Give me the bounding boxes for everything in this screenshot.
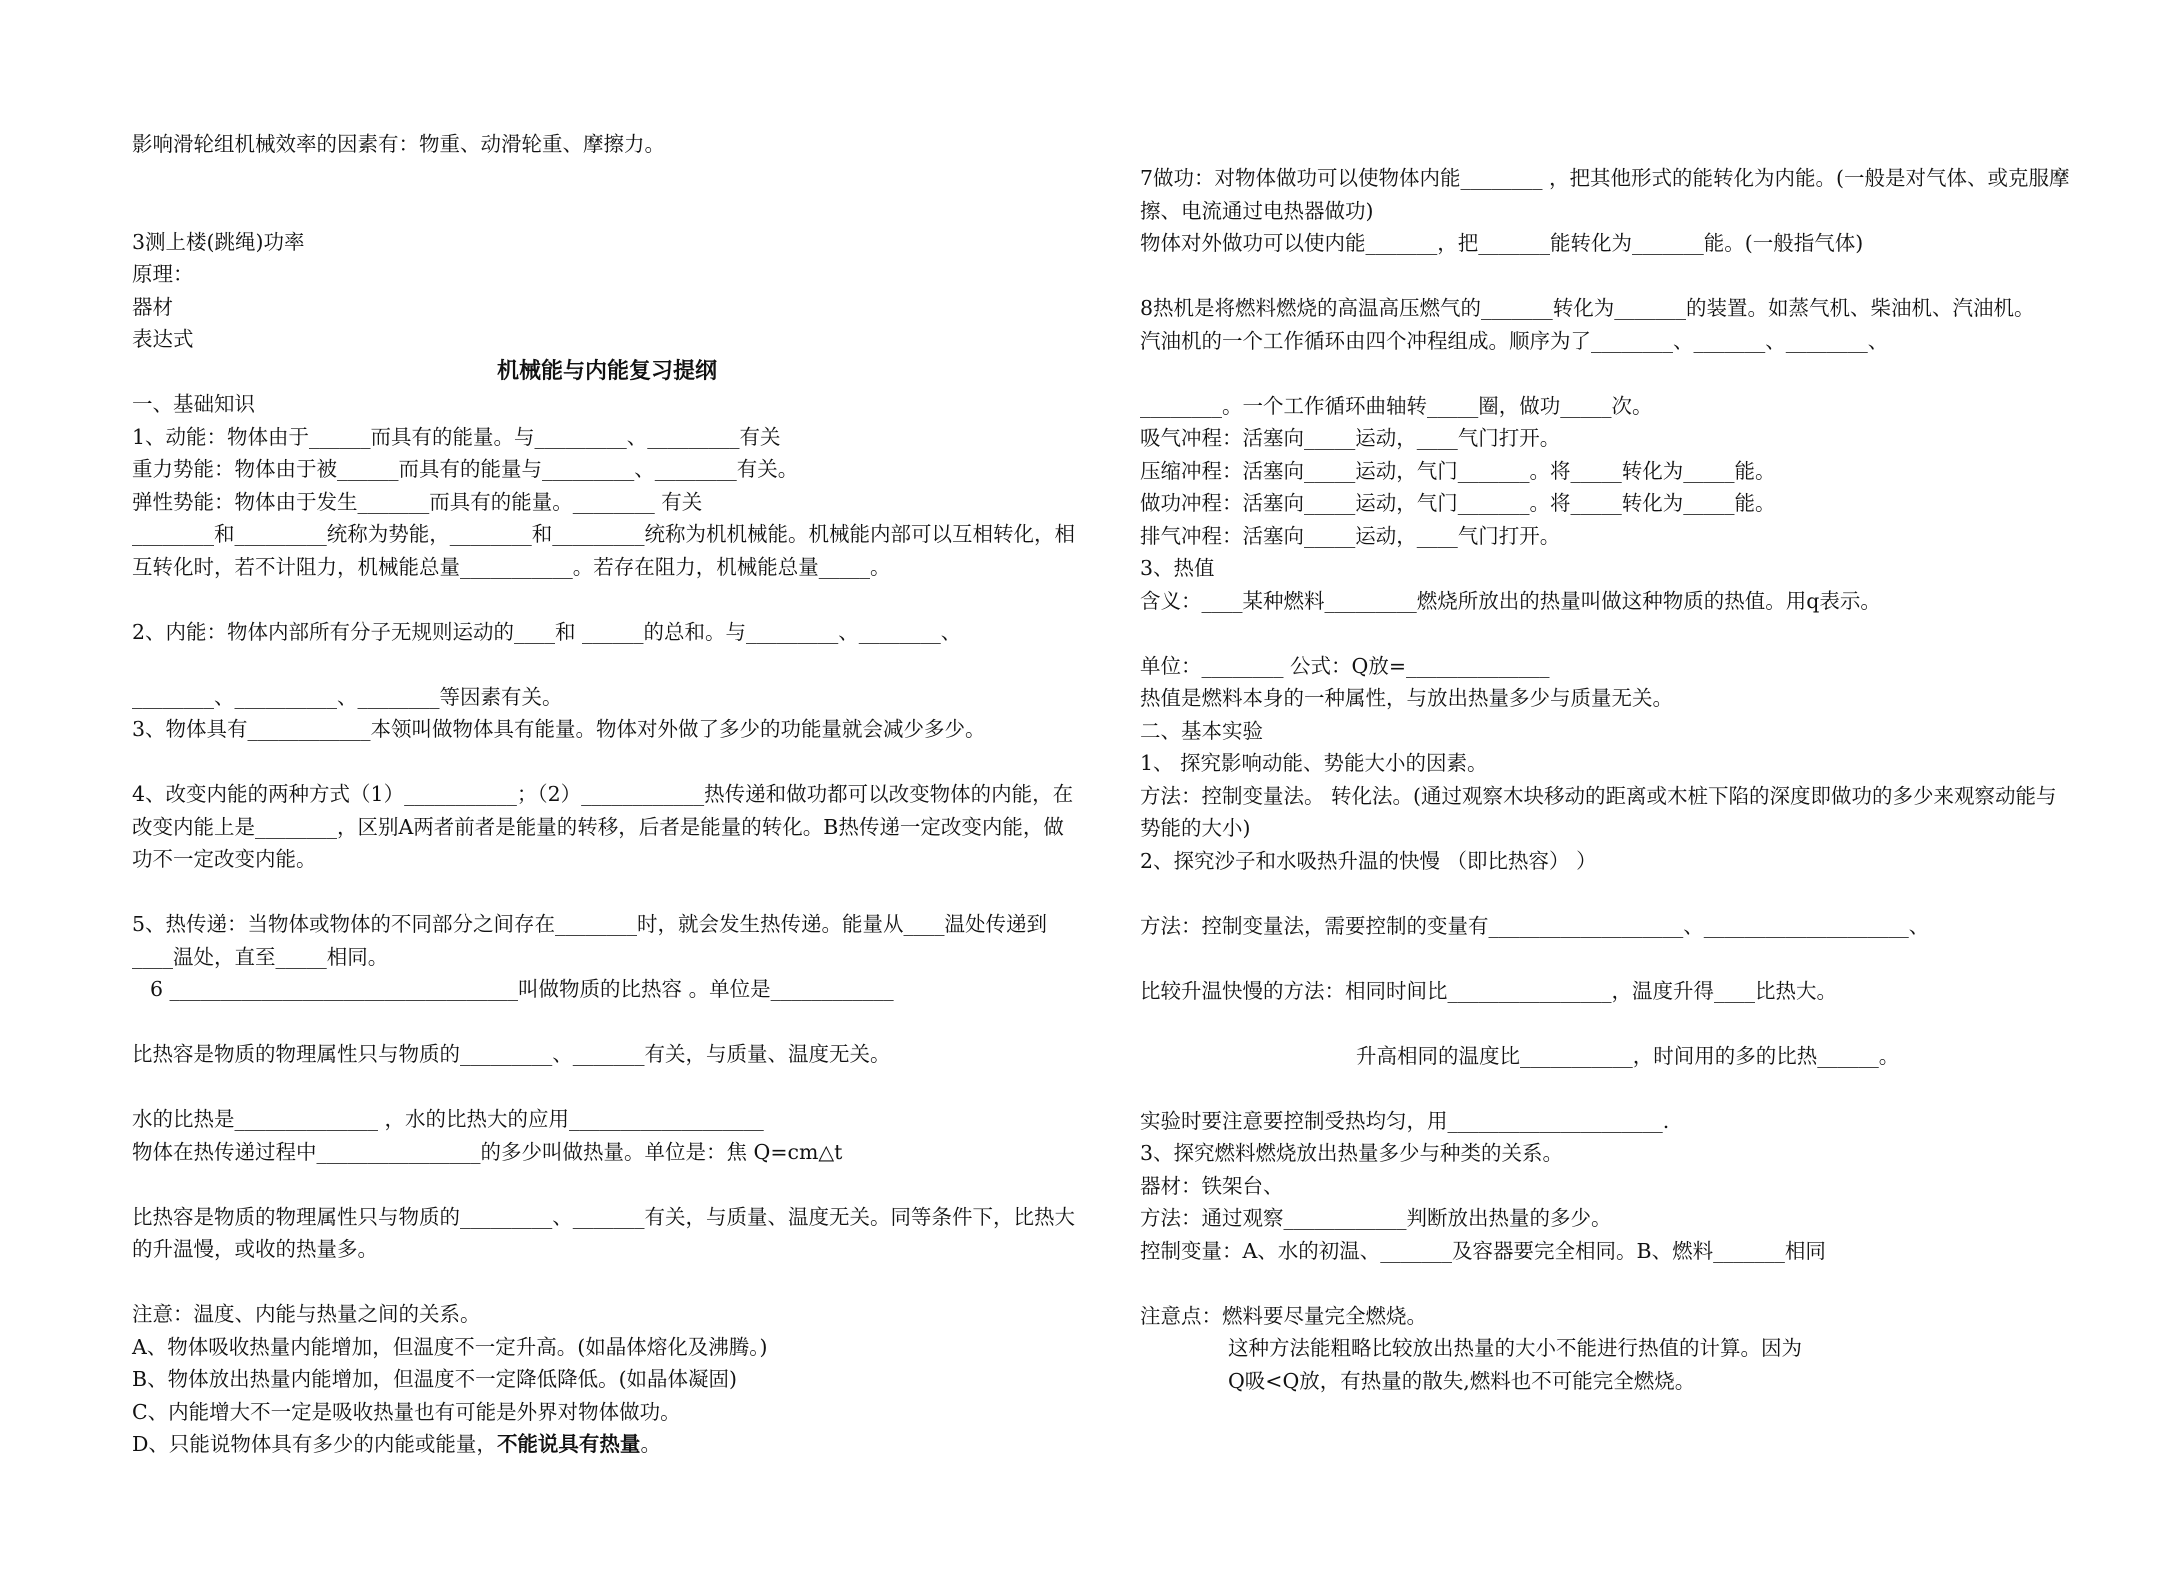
right-line: 2、探究沙子和水吸热升温的快慢 （即比热容） ） xyxy=(1140,848,1597,873)
left-line: B、物体放出热量内能增加，但温度不一定降低降低。(如晶体凝固) xyxy=(132,1367,738,1391)
bold-text: 不能说具有热量 xyxy=(496,1432,641,1456)
left-line: A、物体吸收热量内能增加，但温度不一定升高。(如晶体熔化及沸腾。) xyxy=(132,1334,768,1359)
line-text-tail: 。 xyxy=(640,1432,661,1456)
spacer xyxy=(1140,1267,2070,1300)
right-column xyxy=(1140,162,2070,1397)
right-line: 热值是燃料本身的一种属性，与放出热量多少与质量无关。 xyxy=(1140,686,1673,710)
left-line: 2、内能：物体内部所有分子无规则运动的____和 ______的总和。与_________、________、 xyxy=(132,619,962,644)
right-line: 方法：通过观察____________判断放出热量的多少。 xyxy=(1140,1206,1612,1230)
right-line: 实验时要注意要控制受热均匀，用_____________________. xyxy=(1140,1108,1670,1133)
right-line: 3、热值 xyxy=(1140,556,1215,580)
right-line: 3、探究燃料燃烧放出热量多少与种类的关系。 xyxy=(1140,1141,1564,1165)
left-line: 1、动能：物体由于______而具有的能量。与_________、_________有关 xyxy=(132,424,781,449)
left-line: 比热容是物质的物理属性只与物质的_________、_______有关，与质量、温度无关。同等条件下，比热大的升温慢，或收的热量多。 xyxy=(132,1204,1075,1261)
right-line: 汽油机的一个工作循环由四个冲程组成。顺序为了________、_______、________、 xyxy=(1140,328,1889,353)
left-line: 重力势能：物体由于被______而具有的能量与_________、________有关。 xyxy=(132,457,799,481)
spacer xyxy=(132,161,1082,226)
right-line: 控制变量：A、水的初温、_______及容器要完全相同。B、燃料_______相同 xyxy=(1140,1238,1826,1263)
right-line: 这种方法能粗略比较放出热量的大小不能进行热值的计算。因为 xyxy=(1228,1336,1802,1360)
left-line: ________和_________统称为势能，________和_________统称为机机械能。机械能内部可以互相转化，相互转化时，若不计阻力，机械能总量___________。若存在阻力，机械能总量_____。 xyxy=(132,522,1075,579)
spacer xyxy=(1140,877,2070,910)
right-line: 器材：铁架台、 xyxy=(1140,1173,1284,1198)
right-line: 7做功：对物体做功可以使物体内能________ ，把其他形式的能转化为内能。(一般是对气体、或克服摩擦、电流通过电热器做功) xyxy=(1140,166,2070,223)
right-line: 排气冲程：活塞向_____运动，____气门打开。 xyxy=(1140,523,1561,548)
right-line: 含义：____某种燃料_________燃烧所放出的热量叫做这种物质的热值。用q表示。 xyxy=(1140,588,1881,613)
left-line: 物体在热传递过程中________________的多少叫做热量。单位是：焦 Q=cm△t xyxy=(132,1139,843,1164)
right-line: 注意点：燃料要尽量完全燃烧。 xyxy=(1140,1303,1427,1328)
left-line: 3测上楼(跳绳)功率 xyxy=(132,229,305,254)
right-line: 1、 探究影响动能、势能大小的因素。 xyxy=(1140,751,1488,775)
left-line: 5、热传递：当物体或物体的不同部分之间存在________时，就会发生热传递。能量从____温处传递到____温处，直至_____相同。 xyxy=(132,912,1048,969)
right-line: 物体对外做功可以使内能_______，把_______能转化为_______能。(一般指气体) xyxy=(1140,231,1864,255)
left-line: 注意：温度、内能与热量之间的关系。 xyxy=(132,1302,481,1326)
right-line: 8热机是将燃料燃烧的高温高压燃气的_______转化为_______的装置。如蒸气机、柴油机、汽油机。 xyxy=(1140,296,2035,320)
right-line: 二、基本实验 xyxy=(1140,718,1263,743)
spacer xyxy=(1140,260,2070,293)
right-line: 比较升温快慢的方法：相同时间比________________，温度升得____比热大。 xyxy=(1140,978,1837,1003)
right-line: 压缩冲程：活塞向_____运动，气门_______。将_____转化为_____能。 xyxy=(1140,458,1776,483)
left-line: 一、基础知识 xyxy=(132,392,255,416)
left-line: 比热容是物质的物理属性只与物质的_________、_______有关，与质量、温度无关。 xyxy=(132,1042,891,1066)
right-line: 升高相同的温度比___________，时间用的多的比热______。 xyxy=(1356,1043,1900,1068)
spacer xyxy=(1140,617,2070,650)
left-line: 影响滑轮组机械效率的因素有：物重、动滑轮重、摩擦力。 xyxy=(132,132,665,156)
left-line: 4、改变内能的两种方式（1）___________；（2）____________热传递和做功都可以改变物体的内能，在改变内能上是________，区别A两者前者是能量的转移，后者是能量的转化。B热传递一定改变内能，做功不一定改变内能。 xyxy=(132,782,1074,871)
left-line: 原理： xyxy=(132,262,194,286)
left-line: 弹性势能：物体由于发生_______而具有的能量。________ 有关 xyxy=(132,489,703,514)
spacer xyxy=(132,1266,1082,1299)
spacer xyxy=(132,1168,1082,1201)
right-line: 吸气冲程：活塞向_____运动，____气门打开。 xyxy=(1140,426,1561,450)
left-line xyxy=(132,1428,1082,1461)
spacer xyxy=(132,648,1082,681)
right-line: 方法：控制变量法，需要控制的变量有___________________、____________________、 xyxy=(1140,913,1930,938)
spacer xyxy=(1140,357,2070,390)
document-title: 机械能与内能复习提纲 xyxy=(496,358,717,384)
spacer xyxy=(1140,942,2070,975)
spacer xyxy=(1140,1072,2070,1105)
right-line: Q吸<Q放，有热量的散失,燃料也不可能完全燃烧。 xyxy=(1228,1368,1696,1393)
left-line: 3、物体具有____________本领叫做物体具有能量。物体对外做了多少的功能量就会减少多少。 xyxy=(132,717,986,741)
left-line: C、内能增大不一定是吸收热量也有可能是外界对物体做功。 xyxy=(132,1399,681,1424)
left-line: ________、__________、________等因素有关。 xyxy=(132,684,563,709)
spacer xyxy=(132,876,1082,909)
left-column xyxy=(132,128,1082,1461)
right-line: 单位：________ 公式：Q放=______________ xyxy=(1140,653,1550,678)
left-line: 表达式 xyxy=(132,327,194,351)
left-line: 水的比热是______________ ，水的比热大的应用___________________ xyxy=(132,1107,764,1131)
right-line: ________。一个工作循环曲轴转_____圈，做功_____次。 xyxy=(1140,393,1653,418)
right-line: 方法：控制变量法。 转化法。(通过观察木块移动的距离或木桩下陷的深度即做功的多少来观察动能与势能的大小) xyxy=(1140,783,2057,840)
spacer xyxy=(132,746,1082,779)
right-line: 做功冲程：活塞向_____运动，气门_______。将_____转化为_____能。 xyxy=(1140,491,1776,515)
line-text: D、只能说物体具有多少的内能或能量， xyxy=(132,1432,497,1456)
left-line: 器材 xyxy=(132,294,173,319)
spacer xyxy=(1140,1007,2070,1040)
spacer xyxy=(132,1071,1082,1104)
left-line: 6 __________________________________叫做物质的比热容 。单位是____________ xyxy=(150,977,894,1001)
spacer xyxy=(132,583,1082,616)
spacer xyxy=(132,1006,1082,1039)
